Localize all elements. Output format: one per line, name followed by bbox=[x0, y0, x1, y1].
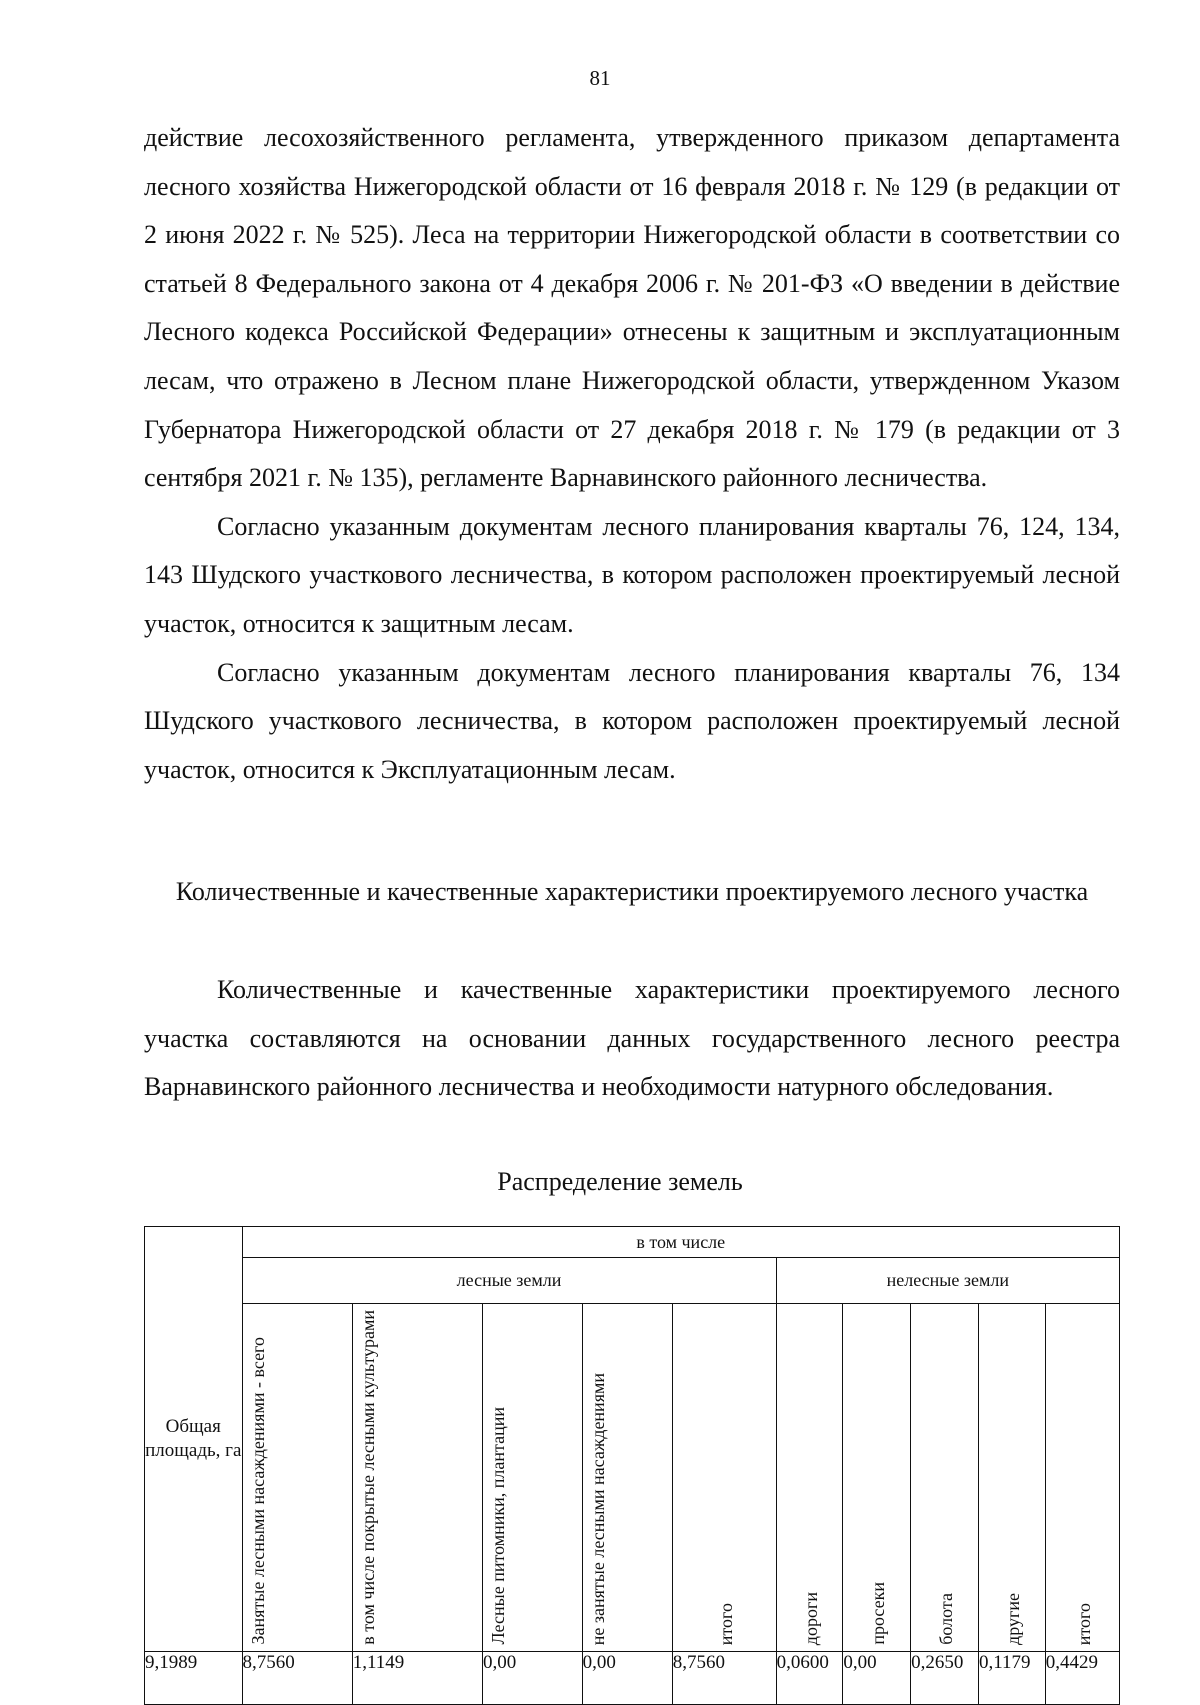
header-in-total: в том числе bbox=[242, 1227, 1120, 1258]
table-title: Распределение земель bbox=[497, 1167, 743, 1196]
header-roads: дороги bbox=[776, 1304, 843, 1652]
header-total-area: Общая площадь, га bbox=[145, 1227, 243, 1652]
characteristics-text bbox=[144, 966, 1120, 1112]
cell-other: 0,1179 bbox=[978, 1651, 1045, 1704]
header-forest-unoccupied: не занятые лесными насаждениями bbox=[582, 1304, 672, 1652]
header-swamps: болота bbox=[911, 1304, 979, 1652]
paragraph-continuation: действие лесохозяйственного регламента, утвержденного приказом департамента лесного хозяйства Нижегородской области от 16 февраля 2018 г. № 129 (в редакции от 2 июня 2022 г. № 525). Леса на территории Нижегородской области в соответствии со статьей 8 Федерального закона от 4 декабря 2006 г. № 201-ФЗ «О введении в действие Лесного кодекса Российской Федерации» отнесены к защитным и эксплуатационным лесам, что отражено в Лесном плане Нижегородской области, утвержденном Указом Губернатора Нижегородской области от 27 декабря 2018 г. № 179 (в редакции от 3 сентября 2021 г. № 135), регламенте Варнавинского районного лесничества. bbox=[144, 123, 1120, 493]
cell-roads: 0,0600 bbox=[776, 1651, 843, 1704]
paragraph-protective-forests: Согласно указанным документам лесного планирования кварталы 76, 124, 134, 143 Шудского участкового лесничества, в котором расположен проектируемый лесной участок, относится к защитным лесам. bbox=[144, 511, 1120, 638]
cell-total-area: 9,1989 bbox=[145, 1651, 243, 1704]
header-clearings: просеки bbox=[843, 1304, 911, 1652]
land-distribution-table bbox=[144, 1226, 1120, 1705]
paragraph-characteristics: Количественные и качественные характеристики проектируемого лесного участка составляются на основании данных государственного лесного реестра Варнавинского районного лесничества и необходимости натурного обследования. bbox=[144, 975, 1120, 1102]
cell-forest-cultures: 1,1149 bbox=[352, 1651, 482, 1704]
cell-forest-nurseries: 0,00 bbox=[483, 1651, 583, 1704]
page-number: 81 bbox=[589, 66, 611, 90]
cell-forest-occupied: 8,7560 bbox=[242, 1651, 352, 1704]
header-forest-occupied: Занятые лесными насаждениями - всего bbox=[242, 1304, 352, 1652]
cell-clearings: 0,00 bbox=[843, 1651, 911, 1704]
header-forest-lands: лесные земли bbox=[242, 1258, 776, 1304]
cell-nonforest-total: 0,4429 bbox=[1045, 1651, 1119, 1704]
table-row bbox=[145, 1651, 1120, 1704]
cell-swamps: 0,2650 bbox=[911, 1651, 979, 1704]
header-other: другие bbox=[978, 1304, 1045, 1652]
header-forest-total: итого bbox=[672, 1304, 776, 1652]
header-nonforest-total: итого bbox=[1045, 1304, 1119, 1652]
section-heading: Количественные и качественные характеристики проектируемого лесного участка bbox=[175, 877, 1089, 906]
cell-forest-unoccupied: 0,00 bbox=[582, 1651, 672, 1704]
cell-forest-total: 8,7560 bbox=[672, 1651, 776, 1704]
paragraph-exploitation-forests: Согласно указанным документам лесного планирования кварталы 76, 134 Шудского участкового лесничества, в котором расположен проектируемый лесной участок, относится к Эксплуатационным лесам. bbox=[144, 657, 1120, 784]
header-nonforest-lands: нелесные земли bbox=[776, 1258, 1119, 1304]
header-forest-cultures: в том числе покрытые лесными культурами bbox=[352, 1304, 482, 1652]
body-text bbox=[144, 114, 1120, 794]
header-forest-nurseries: Лесные питомники, плантации bbox=[483, 1304, 583, 1652]
